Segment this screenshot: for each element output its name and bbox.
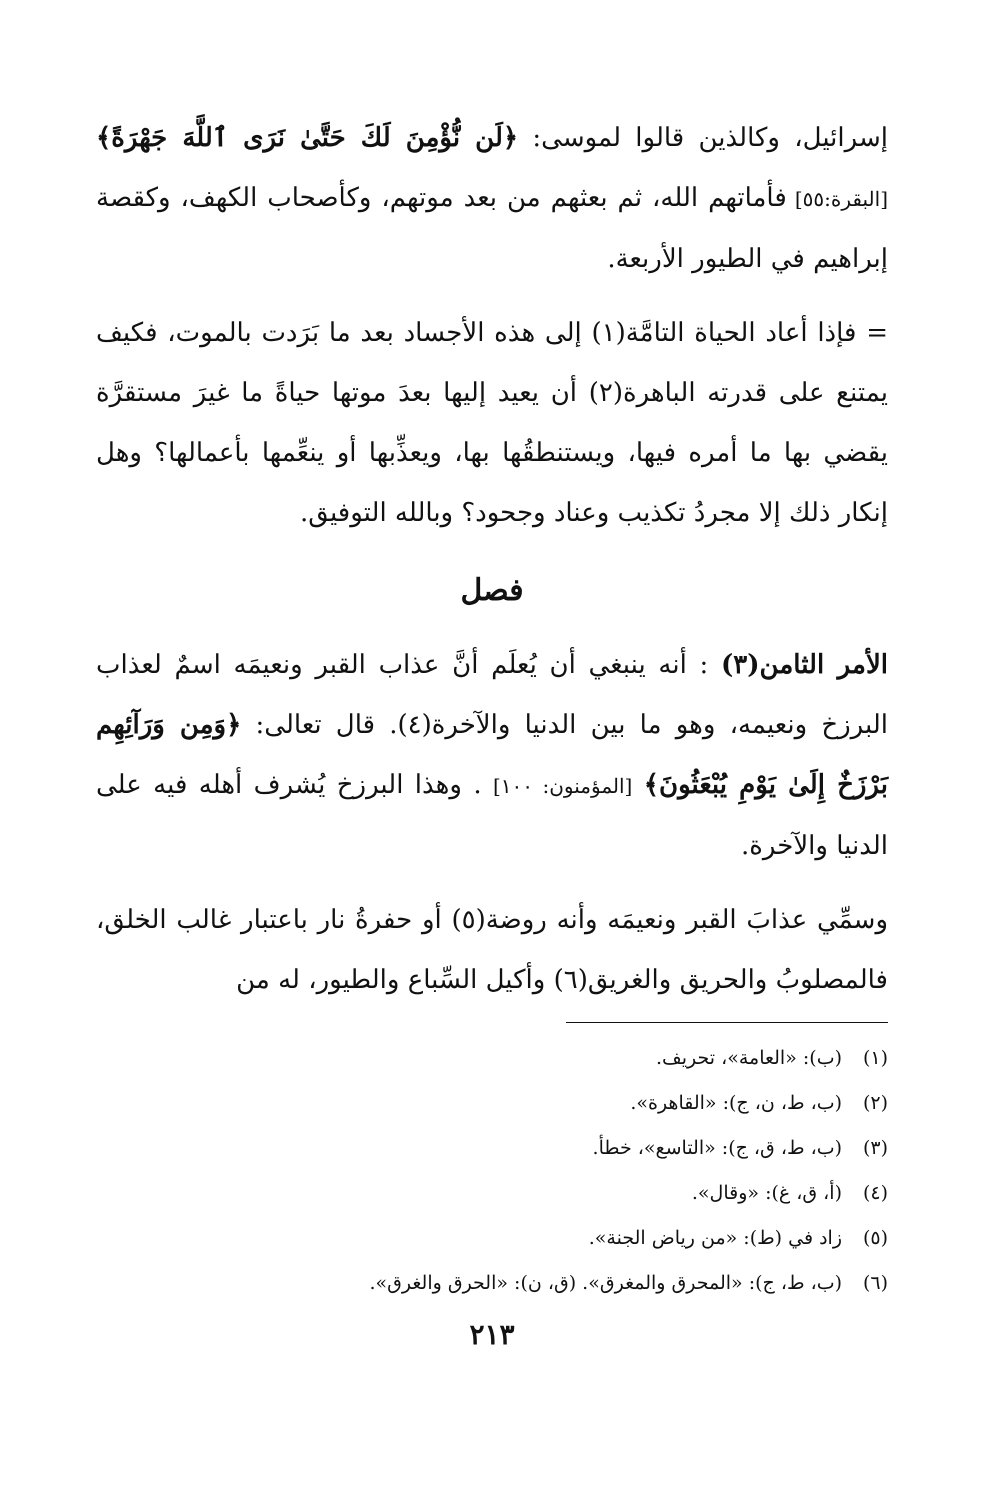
footnote-4 <box>96 1171 888 1216</box>
p1-text-after: فأماتهم الله، ثم بعثهم من بعد موتهم، وكأصحاب الكهف، وكقصة إبراهيم في الطيور الأربعة. <box>96 183 888 274</box>
footnote-text: (ب، ط، ج): «المحرق والمغرق». (ق، ن): «الحرق والغرق». <box>369 1272 842 1294</box>
page-number: ٢١٣ <box>469 1318 515 1351</box>
p1-text-before: إسرائيل، وكالذين قالوا لموسى: <box>518 123 888 153</box>
section-heading: فصل <box>460 573 524 608</box>
paragraph-3 <box>96 635 888 876</box>
footnote-text: (ب، ط، ق، ج): «التاسع»، خطأ. <box>592 1137 842 1159</box>
footnote-number: (٣) <box>862 1137 888 1159</box>
footnote-number: (١) <box>862 1047 888 1069</box>
footnote-1 <box>96 1036 888 1081</box>
footnote-5 <box>96 1216 888 1261</box>
verse-ref-2: [المؤمنون: ١٠٠] <box>492 774 633 798</box>
footnote-text: زاد في (ط): «من رياض الجنة». <box>588 1227 842 1249</box>
p3-text-after: . وهذا البرزخ يُشرف أهله فيه على الدنيا والآخرة. <box>96 770 888 861</box>
footnote-text: (ب، ط، ن، ج): «القاهرة». <box>630 1092 842 1114</box>
paragraph-4: وسمِّي عذابَ القبر ونعيمَه وأنه روضة(٥) أو حفرةُ نار باعتبار غالب الخلق، فالمصلوبُ والحريق والغريق(٦) وأكيل السِّباع والطيور، له من <box>96 905 888 995</box>
main-text <box>96 108 888 1024</box>
verse-ref-1: [البقرة:٥٥] <box>786 187 888 211</box>
footnote-2 <box>96 1081 888 1126</box>
paragraph-1 <box>96 108 888 289</box>
p3-lead: الأمر الثامن(٣) <box>720 650 888 680</box>
quran-verse-2: ﴿وَمِن وَرَآئِهِم بَرْزَخٌ إِلَىٰ يَوْمِ يُبْعَثُونَ﴾ <box>96 710 889 800</box>
footnote-text: (أ، ق، غ): «وقال». <box>691 1182 842 1204</box>
footnote-number: (٥) <box>862 1227 888 1249</box>
footnotes <box>96 1036 888 1306</box>
paragraph-2: = فإذا أعاد الحياة التامَّة(١) إلى هذه الأجساد بعد ما بَرَدت بالموت، فكيف يمتنع على قدرته الباهرة(٢) أن يعيد إليها بعدَ موتها حياةً ما غيرَ مستقرَّة يقضي بها ما أمره فيها، ويستنطقُها بها، ويعذِّبها أو ينعِّمها بأعمالها؟ وهل إنكار ذلك إلا مجردُ تكذيب وعناد وجحود؟ وبالله التوفيق. <box>96 318 889 528</box>
footnote-text: (ب): «العامة»، تحريف. <box>656 1047 842 1069</box>
footnote-number: (٢) <box>862 1092 888 1114</box>
quran-verse-1: ﴿لَن نُّؤْمِنَ لَكَ حَتَّىٰ نَرَى ٱللَّهَ جَهْرَةً﴾ <box>96 123 519 153</box>
p3-text-before: : أنه ينبغي أن يُعلَم أنَّ عذاب القبر ونعيمَه اسمٌ لعذاب البرزخ ونعيمه، وهو ما بين الدنيا والآخرة(٤). قال تعالى: <box>96 650 889 740</box>
footnote-6 <box>96 1261 888 1306</box>
footnote-separator <box>566 1022 888 1023</box>
footnote-number: (٦) <box>862 1272 888 1294</box>
footnote-number: (٤) <box>862 1182 888 1204</box>
footnote-3 <box>96 1126 888 1171</box>
